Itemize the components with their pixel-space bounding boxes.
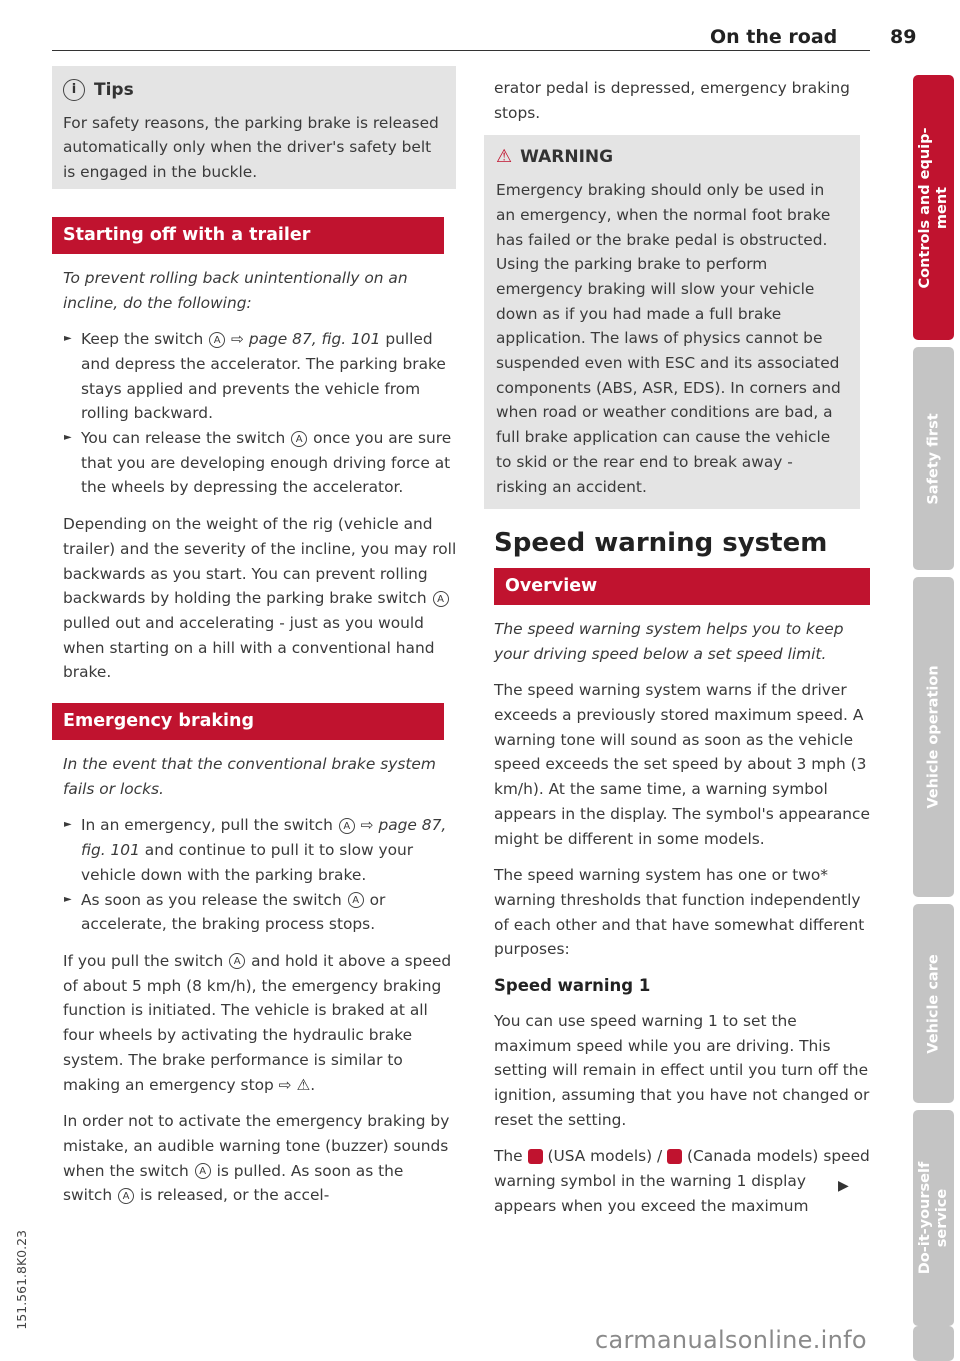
info-icon: i xyxy=(63,79,85,101)
section-heading-overview: Overview xyxy=(494,568,870,605)
tips-text: For safety reasons, the parking brake is released automatically only when the driver's safety belt is engaged in the buckle. xyxy=(63,113,439,182)
side-tab-technical-data[interactable] xyxy=(913,1326,954,1361)
warning-text: Emergency braking should only be used in an emergency, when the normal foot brake has failed or the brake pedal is obstructed. Using the parking brake to perform emergency braking will slow your vehicle down as if you had made a full brake application. The laws of physics cannot be suspended even with ESC and its associated components (ABS, ASR, EDS). In corners and when road or weather conditions are bad, a full brake application can cause the vehicle to skid or the rear end to break away - risking an accident. xyxy=(496,181,841,496)
speed-paragraph-1: The speed warning system warns if the driver exceeds a previously stored maximum speed. A warning tone will sound as soon as the vehicle speed exceeds the set speed by about 3 mph (3 km/h). At the same time, a warning symbol appears in the display. The symbol's appearance might be different in some models. xyxy=(494,681,870,848)
emergency-paragraph-1: If you pull the switch A and hold it above a speed of about 5 mph (8 km/h), the emergency braking function is initiated. The vehicle is braked at all four wheels by activating the hydraulic brake system. The brake performance is similar to making an emergency stop ⇨ ⚠. xyxy=(63,951,452,1094)
page-reference-link[interactable]: ⇨ page 87, fig. 101 xyxy=(231,330,381,349)
switch-a-icon: A xyxy=(291,431,307,447)
speed-warning-1-heading: Speed warning 1 xyxy=(494,976,651,996)
side-tab-diy-service[interactable]: Do-it-yourself service xyxy=(913,1110,954,1326)
tips-title: Tips xyxy=(94,80,134,100)
warning-triangle-icon: ⚠ xyxy=(496,146,513,168)
tips-header xyxy=(63,78,444,103)
chapter-title: Speed warning system xyxy=(494,528,828,559)
continue-arrow-icon: ▶ xyxy=(838,1178,849,1194)
emergency-step-2: ► As soon as you release the switch A or accelerate, the braking process stops. xyxy=(63,888,457,937)
emergency-step-1: ► In an emergency, pull the switch A ⇨ page 87, fig. 101 and continue to pull it to slow your vehicle down with the parking brake. xyxy=(63,813,457,887)
emergency-paragraph-2: In order not to activate the emergency braking by mistake, an audible warning tone (buzzer) sounds when the switch A is pulled. As soon as the switch A is released, or the accel- xyxy=(63,1112,450,1205)
speed-warning-canada-icon xyxy=(667,1149,682,1164)
switch-a-icon: A xyxy=(229,953,245,969)
speed-paragraph-3: You can use speed warning 1 to set the maximum speed while you are driving. This setting will remain in effect until you turn off the ignition, assuming that you have not changed or reset the setting. xyxy=(494,1011,870,1129)
speed-warning-usa-icon xyxy=(528,1149,543,1164)
warning-title: WARNING xyxy=(520,147,614,168)
speed-paragraph-2: The speed warning system has one or two* warning thresholds that function independently of each other and that have somewhat different purposes: xyxy=(494,866,865,959)
switch-a-icon: A xyxy=(118,1188,134,1204)
trailer-step-1: ► Keep the switch A ⇨ page 87, fig. 101 pulled and depress the accelerator. The parking brake stays applied and prevents the vehicle from rolling backward. xyxy=(63,327,457,426)
warning-box xyxy=(484,135,860,509)
document-code: 151.561.8K0.23 xyxy=(14,1230,29,1330)
side-tab-vehicle-care[interactable]: Vehicle care xyxy=(913,904,954,1103)
speed-paragraph-4: The (USA models) / (Canada models) speed warning symbol in the warning 1 display appears when you exceed the maximum xyxy=(494,1147,870,1215)
switch-a-icon: A xyxy=(209,332,225,348)
side-tab-safety[interactable]: Safety first xyxy=(913,347,954,570)
left-column xyxy=(63,66,457,1208)
tips-box xyxy=(52,66,456,189)
side-tab-vehicle-operation[interactable]: Vehicle operation xyxy=(913,577,954,897)
page-number: 89 xyxy=(890,26,917,48)
speed-intro: The speed warning system helps you to keep your driving speed below a set speed limit. xyxy=(494,619,844,663)
section-heading-emergency: Emergency braking xyxy=(52,703,444,740)
switch-a-icon: A xyxy=(339,818,355,834)
switch-a-icon: A xyxy=(433,591,449,607)
side-tab-controls[interactable]: Controls and equip- ment xyxy=(913,75,954,340)
right-column xyxy=(494,76,870,1218)
trailer-intro: To prevent rolling back unintentionally on an incline, do the following: xyxy=(63,268,408,312)
page-reference-link[interactable]: ⇨ page 87, fig. 101 xyxy=(81,816,447,860)
header-rule xyxy=(52,50,870,51)
switch-a-icon: A xyxy=(348,892,364,908)
emergency-paragraph-2-continued: erator pedal is depressed, emergency braking stops. xyxy=(494,79,850,122)
running-header-title: On the road xyxy=(710,26,838,48)
switch-a-icon: A xyxy=(195,1163,211,1179)
emergency-intro: In the event that the conventional brake system fails or locks. xyxy=(63,755,436,798)
watermark: carmanualsonline.info xyxy=(595,1326,867,1354)
section-heading-trailer: Starting off with a trailer xyxy=(52,217,444,254)
trailer-paragraph: Depending on the weight of the rig (vehicle and trailer) and the severity of the incline, you may roll backwards as you start. You can prevent rolling backwards by holding the parking brake switch A pulled out and accelerating - just as you would when starting on a hill with a conventional hand brake. xyxy=(63,515,457,682)
trailer-step-2: ► You can release the switch A once you are sure that you are developing enough driving force at the wheels by depressing the accelerator. xyxy=(63,426,457,500)
warning-header xyxy=(496,145,848,170)
